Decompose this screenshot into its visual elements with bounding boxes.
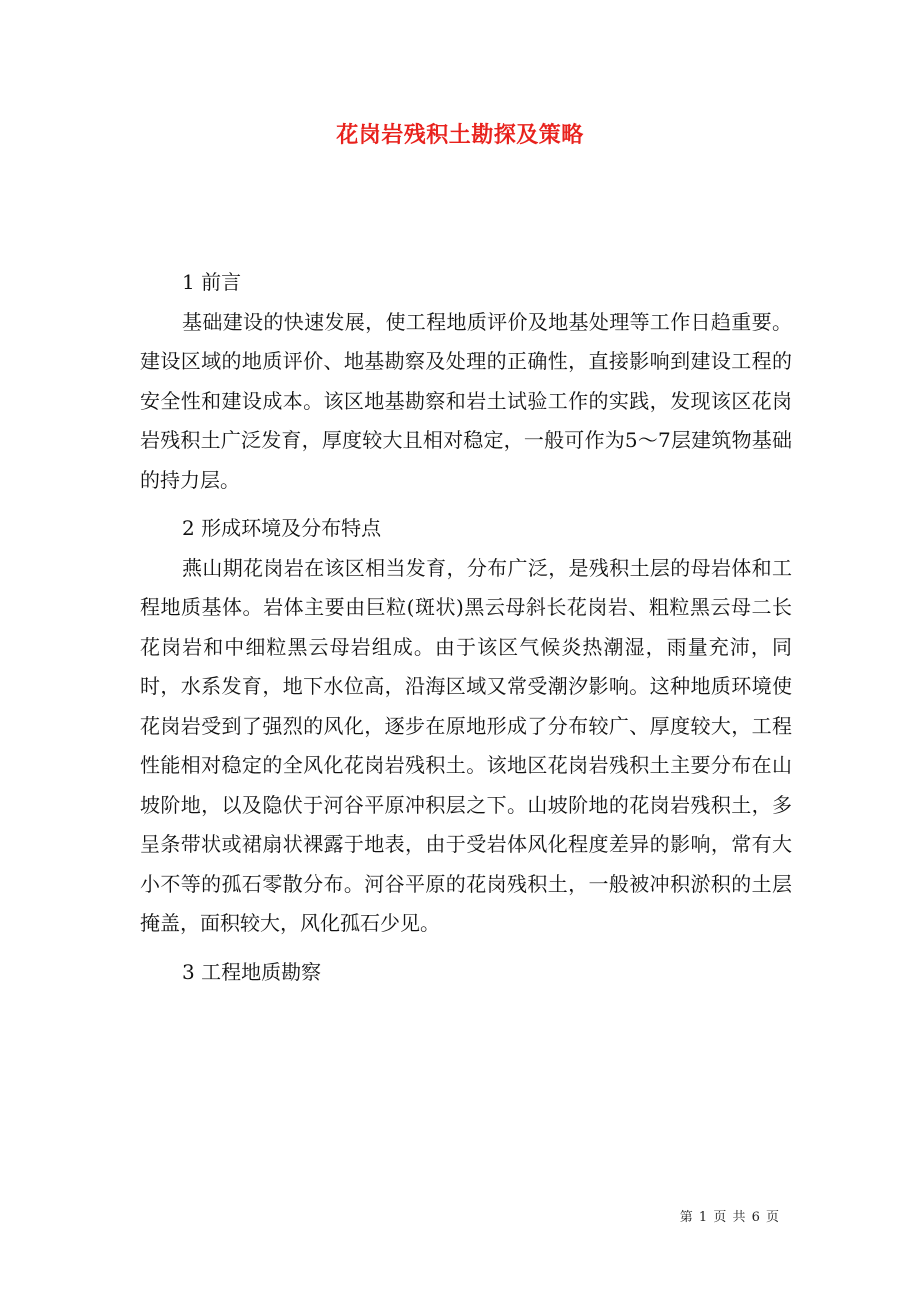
section-heading-2: 2 形成环境及分布特点	[182, 516, 382, 540]
section-heading-1: 1 前言	[182, 270, 242, 294]
spacer	[140, 500, 792, 509]
section-paragraph-1: 基础建设的快速发展，使工程地质评价及地基处理等工作日趋重要。建设区域的地质评价、地基勘察及处理的正确性，直接影响到建设工程的安全性和建设成本。该区地基勘察和岩土试验工作的实践，发现该区花岗岩残积土广泛发育，厚度较大且相对稳定，一般可作为5～7层建筑物基础的持力层。	[140, 309, 792, 492]
document-title: 花岗岩残积土勘探及策略	[336, 122, 584, 148]
spacer	[140, 944, 792, 953]
page-number-footer: 第 1 页 共 6 页	[679, 1210, 780, 1225]
section-paragraph-2: 燕山期花岗岩在该区相当发育，分布广泛，是残积土层的母岩体和工程地质基体。岩体主要由巨粒(斑状)黑云母斜长花岗岩、粗粒黑云母二长花岗岩和中细粒黑云母岩组成。由于该区气候炎热潮湿，雨量充沛，同时，水系发育，地下水位高，沿海区域又常受潮汐影响。这种地质环境使花岗岩受到了强烈的风化，逐步在原地形成了分布较广、厚度较大，工程性能相对稳定的全风化花岗岩残积土。该地区花岗岩残积土主要分布在山坡阶地，以及隐伏于河谷平原冲积层之下。山坡阶地的花岗岩残积土，多呈条带状或裙扇状裸露于地表，由于受岩体风化程度差异的影响，常有大小不等的孤石零散分布。河谷平原的花岗残积土，一般被冲积淤积的土层掩盖，面积较大，风化孤石少见。	[140, 555, 792, 935]
document-body	[140, 263, 792, 992]
section-heading-3: 3 工程地质勘察	[182, 959, 322, 984]
